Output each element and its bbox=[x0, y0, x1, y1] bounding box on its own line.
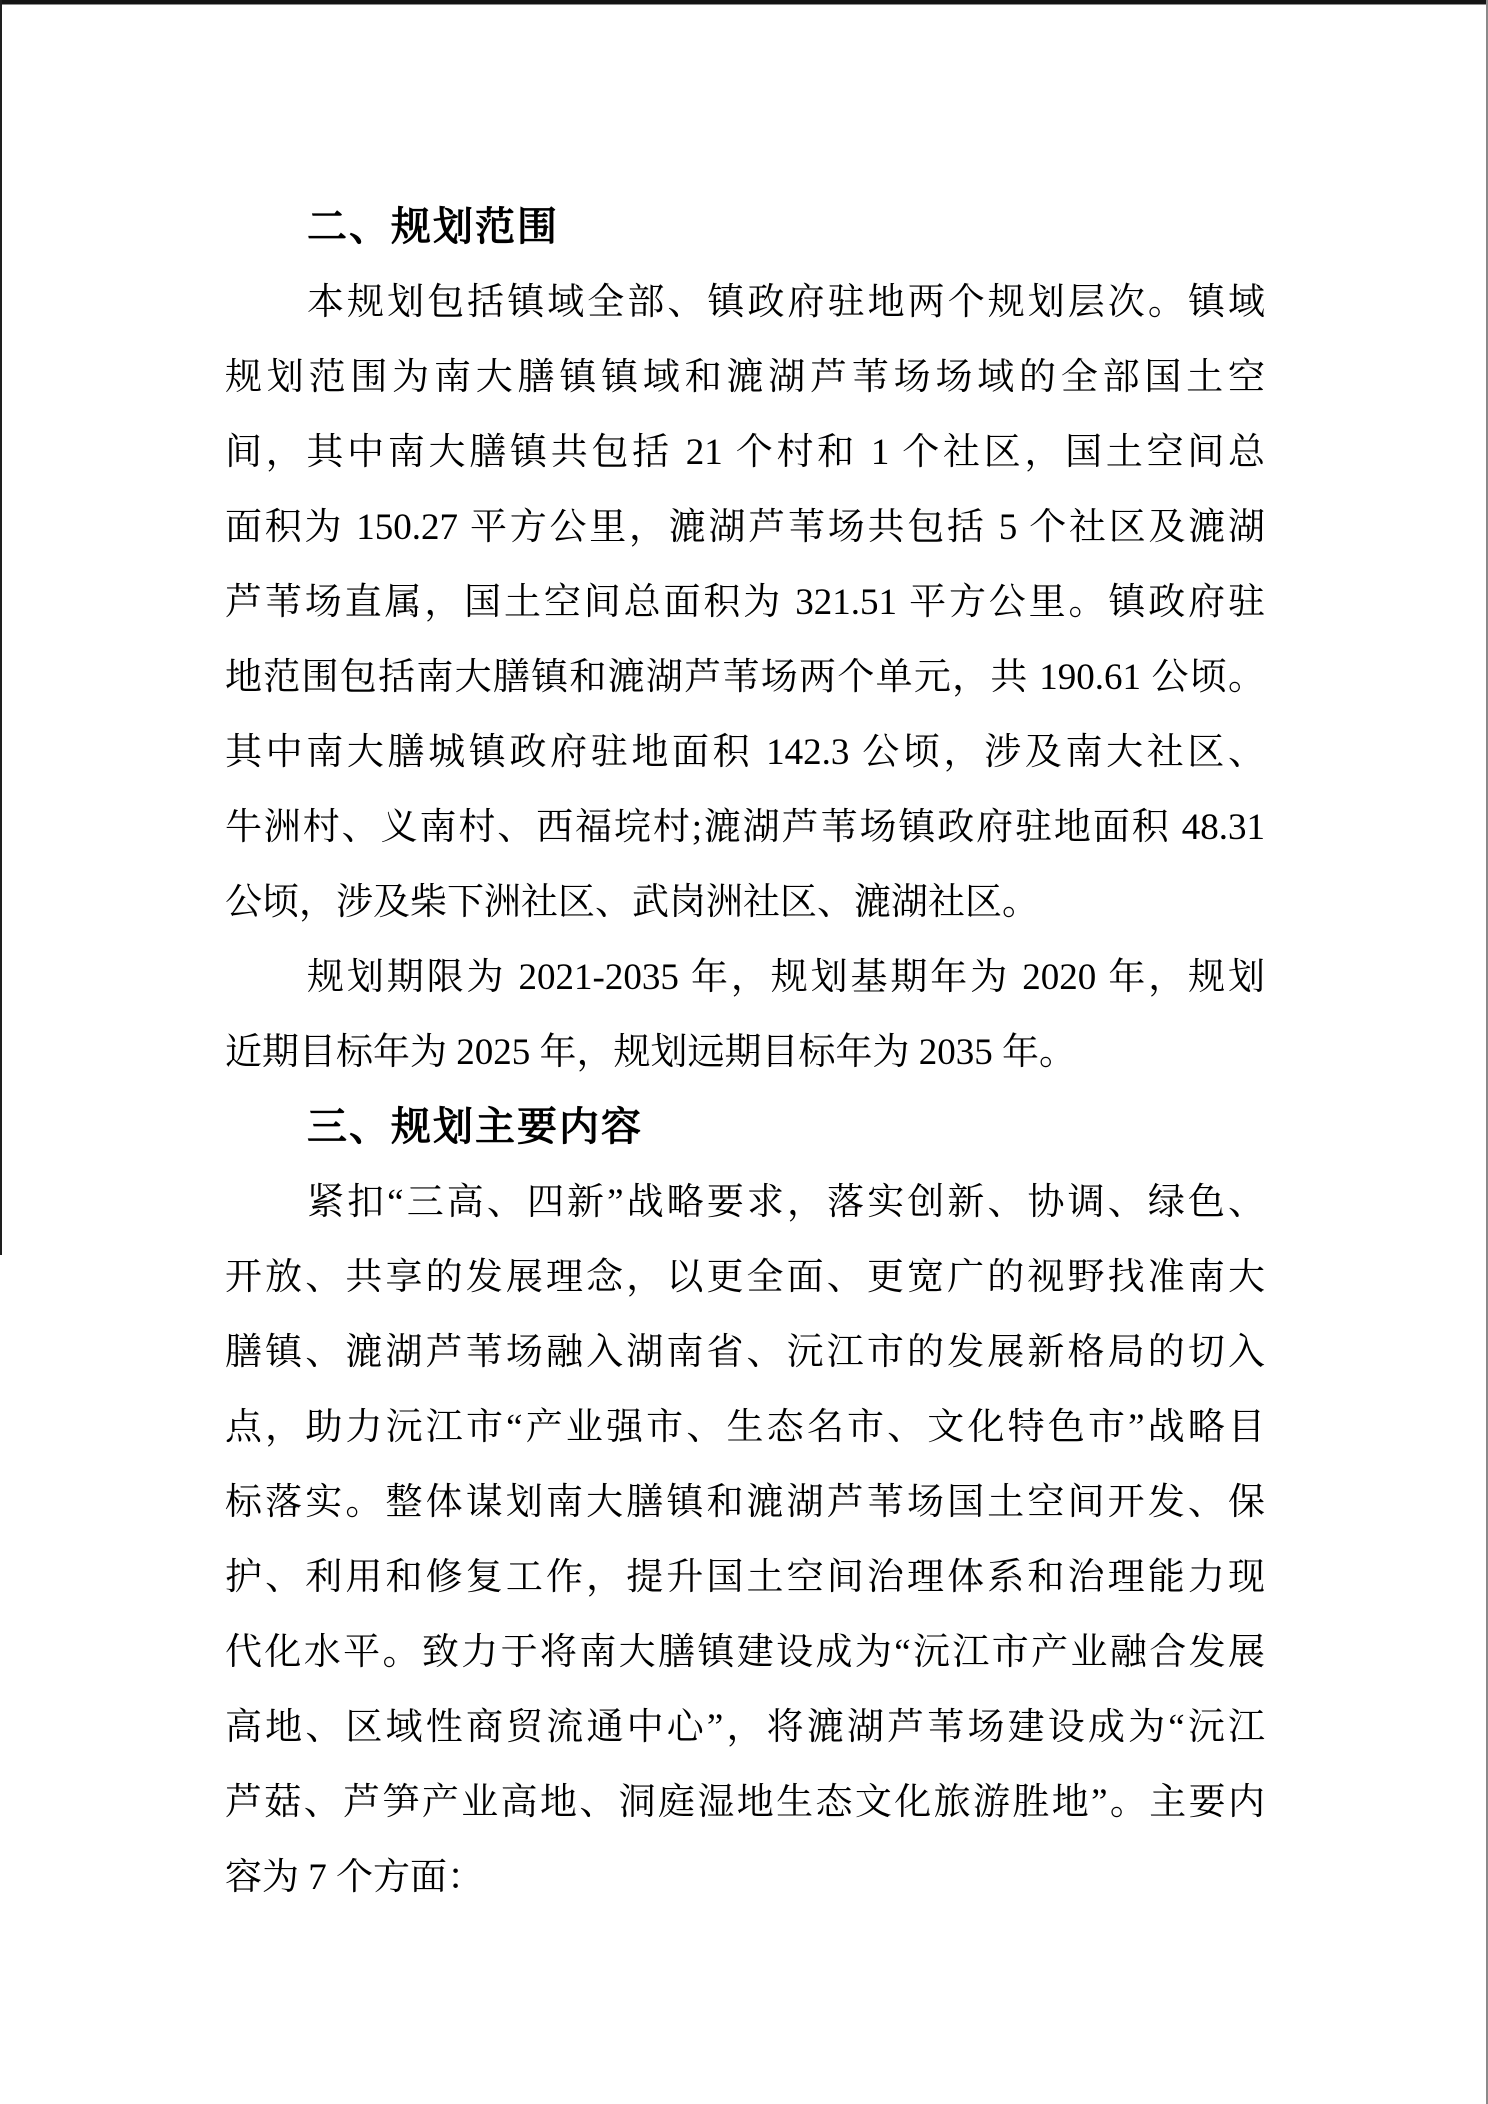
text-line: 其中南大膳城镇政府驻地面积 142.3 公顷，涉及南大社区、 bbox=[225, 732, 1265, 773]
text-line: 高地、区域性商贸流通中心”，将漉湖芦苇场建设成为“沅江 bbox=[225, 1707, 1265, 1748]
text-line: 点，助力沅江市“产业强市、生态名市、文化特色市”战略目 bbox=[225, 1407, 1265, 1448]
text-line: 牛洲村、义南村、西福垸村;漉湖芦苇场镇政府驻地面积 48.31 bbox=[225, 807, 1265, 848]
text-line: 规划期限为 2021-2035 年，规划基期年为 2020 年，规划 bbox=[307, 957, 1265, 998]
text-line: 容为 7 个方面： bbox=[225, 1857, 484, 1898]
text-line: 芦菇、芦笋产业高地、洞庭湿地生态文化旅游胜地”。主要内 bbox=[225, 1782, 1265, 1823]
text-line: 膳镇、漉湖芦苇场融入湖南省、沅江市的发展新格局的切入 bbox=[225, 1332, 1265, 1373]
text-line: 面积为 150.27 平方公里，漉湖芦苇场共包括 5 个社区及漉湖 bbox=[225, 507, 1265, 548]
document-text-block bbox=[225, 190, 1265, 1915]
text-line: 地范围包括南大膳镇和漉湖芦苇场两个单元，共 190.61 公顷。 bbox=[225, 657, 1265, 698]
text-line: 代化水平。致力于将南大膳镇建设成为“沅江市产业融合发展 bbox=[225, 1632, 1265, 1673]
text-line: 规划范围为南大膳镇镇域和漉湖芦苇场场域的全部国土空 bbox=[225, 357, 1265, 398]
text-line: 紧扣“三高、四新”战略要求，落实创新、协调、绿色、 bbox=[307, 1182, 1265, 1223]
text-line: 护、利用和修复工作，提升国土空间治理体系和治理能力现 bbox=[225, 1557, 1265, 1598]
text-line: 公顷，涉及柴下洲社区、武岗洲社区、漉湖社区。 bbox=[225, 882, 1039, 923]
text-line: 本规划包括镇域全部、镇政府驻地两个规划层次。镇域 bbox=[307, 282, 1265, 323]
text-line: 标落实。整体谋划南大膳镇和漉湖芦苇场国土空间开发、保 bbox=[225, 1482, 1265, 1523]
page-top-border-shadow bbox=[0, 4, 1488, 5]
text-line: 近期目标年为 2025 年，规划远期目标年为 2035 年。 bbox=[225, 1032, 1076, 1073]
page-left-border bbox=[0, 0, 2, 1255]
text-line: 开放、共享的发展理念，以更全面、更宽广的视野找准南大 bbox=[225, 1257, 1265, 1298]
section-heading-main-content: 三、规划主要内容 bbox=[307, 1105, 643, 1149]
section-heading-planning-scope: 二、规划范围 bbox=[307, 205, 559, 249]
text-line: 芦苇场直属，国土空间总面积为 321.51 平方公里。镇政府驻 bbox=[225, 582, 1265, 623]
text-line: 间，其中南大膳镇共包括 21 个村和 1 个社区，国土空间总 bbox=[225, 432, 1265, 473]
